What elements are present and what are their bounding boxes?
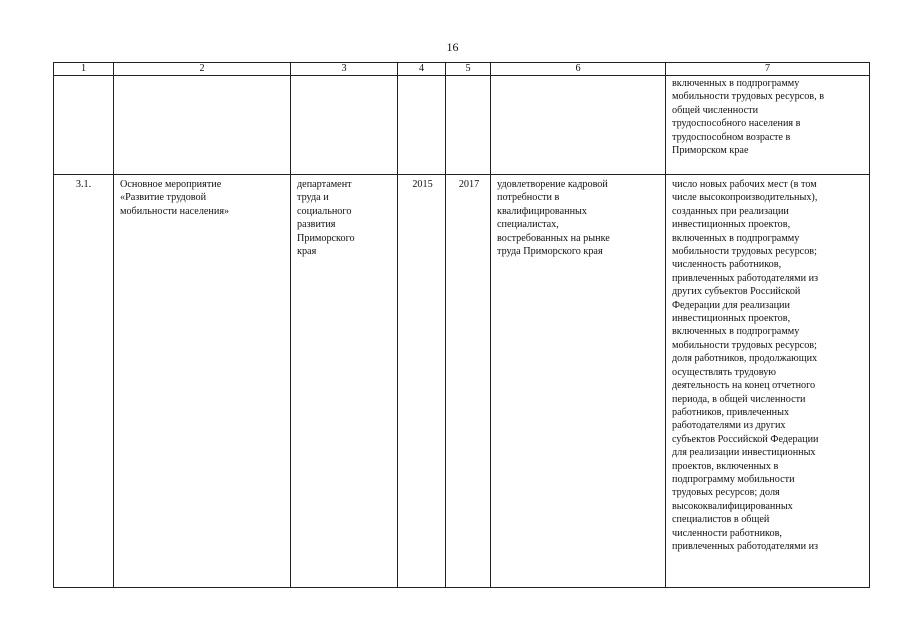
executor-cell: департамент труда и социального развития Приморского края: [291, 175, 398, 588]
empty-cell: [446, 76, 491, 175]
column-number: 5: [446, 63, 491, 76]
empty-cell: [398, 76, 446, 175]
activity-name-cell: Основное мероприятие «Развитие трудовой мобильности населения»: [114, 175, 291, 588]
expected-result-cell: удовлетворение кадровой потребности в квалифицированных специалистах, востребованных на рынке труда Приморского края: [491, 175, 666, 588]
program-table: [53, 62, 870, 588]
table-row: [54, 175, 870, 588]
page-number: 16: [446, 40, 459, 54]
empty-cell: [54, 76, 114, 175]
column-number: 1: [54, 63, 114, 76]
column-number-row: [54, 63, 870, 76]
indicators-continued-cell: включенных в подпрограмму мобильности трудовых ресурсов, в общей численности трудоспособного населения в трудоспособном возрасте в Приморском крае: [666, 76, 870, 175]
empty-cell: [491, 76, 666, 175]
continued-row: [54, 76, 870, 175]
row-number-cell: 3.1.: [54, 175, 114, 588]
end-year-cell: 2017: [446, 175, 491, 588]
column-number: 7: [666, 63, 870, 76]
start-year-cell: 2015: [398, 175, 446, 588]
column-number: 3: [291, 63, 398, 76]
column-number: 4: [398, 63, 446, 76]
indicators-cell: число новых рабочих мест (в том числе высокопроизводительных), созданных при реализации инвестиционных проектов, включенных в подпрограмму мобильности трудовых ресурсов; численность работников, привлеченных работодателями из других субъектов Российской Федерации для реализации инвестиционных проектов, включенных в подпрограмму мобильности трудовых ресурсов; доля работников, продолжающих осуществлять трудовую деятельность на конец отчетного периода, в общей численности работников, привлеченных работодателями из других субъектов Российской Федерации для реализации инвестиционных проектов, включенных в подпрограмму мобильности трудовых ресурсов; доля высококвалифицированных специалистов в общей численности работников, привлеченных работодателями из: [666, 175, 870, 588]
column-number: 6: [491, 63, 666, 76]
empty-cell: [291, 76, 398, 175]
column-number: 2: [114, 63, 291, 76]
empty-cell: [114, 76, 291, 175]
